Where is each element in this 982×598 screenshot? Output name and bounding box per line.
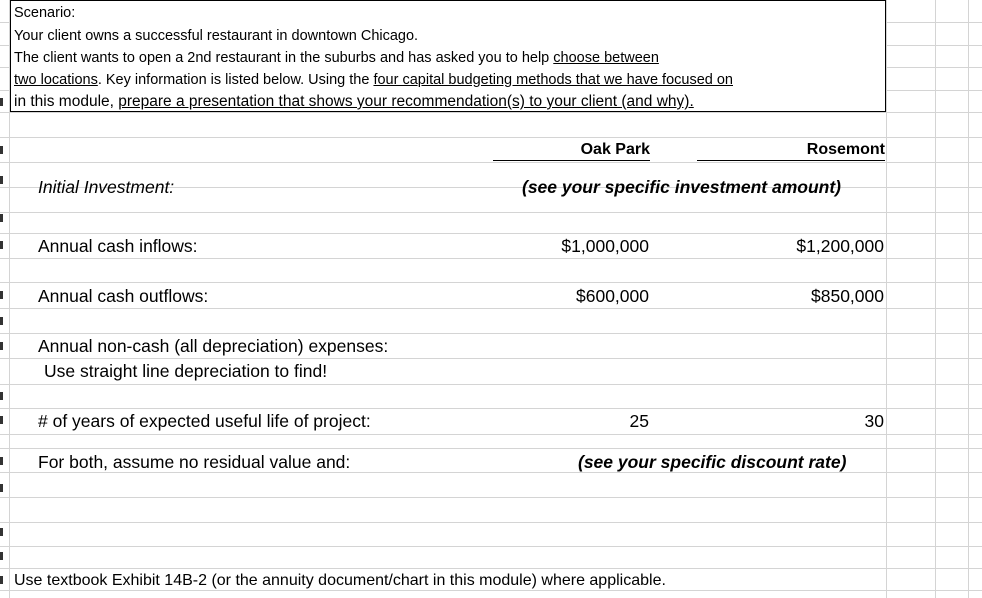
value-inflows-rosemont: $1,200,000 [796, 236, 884, 256]
scenario-box [10, 0, 886, 112]
label-annual-inflows: Annual cash inflows: [38, 236, 198, 256]
column-header-oak-park: Oak Park [580, 141, 650, 158]
note-discount-rate: (see your specific discount rate) [578, 452, 847, 472]
label-straight-line-note: Use straight line depreciation to find! [44, 361, 328, 381]
footer-instruction: Use textbook Exhibit 14B-2 (or the annuity document/chart in this module) where applicable. [14, 572, 666, 589]
value-years-rosemont: 30 [864, 411, 884, 431]
value-outflows-rosemont: $850,000 [811, 286, 884, 306]
scenario-title: Scenario: [14, 5, 76, 21]
header-underline-oak [493, 160, 650, 161]
label-noncash-expenses: Annual non-cash (all depreciation) expenses: [38, 336, 389, 356]
scenario-line-2: Your client owns a successful restaurant in downtown Chicago. [14, 28, 419, 44]
label-annual-outflows: Annual cash outflows: [38, 286, 209, 306]
value-inflows-oak-park: $1,000,000 [561, 236, 649, 256]
scenario-line-5: in this module, prepare a presentation that shows your recommendation(s) to your client (and why). [14, 93, 694, 110]
column-header-rosemont: Rosemont [806, 141, 885, 158]
scenario-line-4: two locations. Key information is listed below. Using the four capital budgeting methods that we have focused on [14, 72, 733, 88]
value-outflows-oak-park: $600,000 [576, 286, 649, 306]
label-useful-life-years: # of years of expected useful life of project: [38, 411, 371, 431]
header-underline-rosemont [697, 160, 885, 161]
scenario-line-3: The client wants to open a 2nd restaurant in the suburbs and has asked you to help choose between [14, 50, 659, 66]
note-investment-amount: (see your specific investment amount) [522, 177, 841, 197]
label-initial-investment: Initial Investment: [38, 177, 175, 197]
label-residual-value: For both, assume no residual value and: [38, 452, 351, 472]
value-years-oak-park: 25 [629, 411, 649, 431]
